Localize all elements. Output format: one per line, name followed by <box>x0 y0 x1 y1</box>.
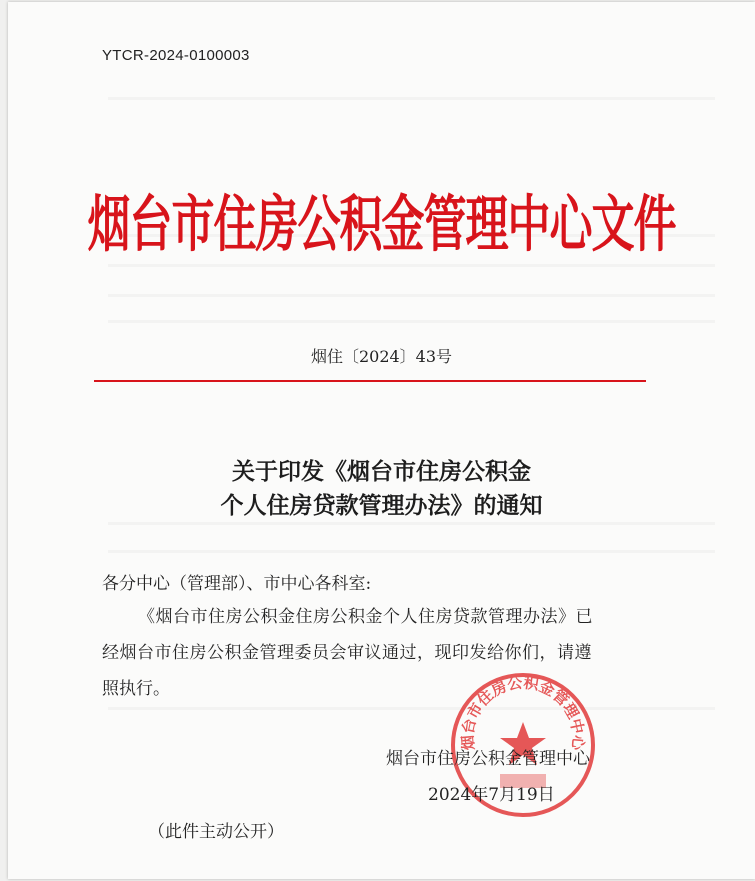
body-line-2: 经烟台市住房公积金管理委员会审议通过，现印发给你们，请遵 <box>102 643 592 663</box>
document-id: YTCR-2024-0100003 <box>102 47 250 64</box>
bleed-through-line <box>108 522 715 525</box>
body-line-1: 《烟台市住房公积金住房公积金个人住房贷款管理办法》已 <box>138 607 593 627</box>
bleed-through-line <box>108 707 715 710</box>
notice-title-line-2: 个人住房贷款管理办法》的通知 <box>220 492 543 519</box>
document-page <box>8 2 755 879</box>
notice-title-line-1: 关于印发《烟台市住房公积金 <box>232 458 531 485</box>
bleed-through-line <box>108 550 715 553</box>
seal-text: 烟台市住房公积金管理中心 <box>458 673 588 751</box>
bleed-through-line <box>108 97 715 100</box>
salutation: 各分中心（管理部）、市中心各科室: <box>102 574 372 594</box>
body-line-3: 照执行。 <box>102 679 170 699</box>
issue-date: 2024年7月19日 <box>428 785 555 805</box>
red-divider-line <box>94 380 646 382</box>
bleed-through-line <box>108 294 715 297</box>
bleed-through-line <box>108 320 715 323</box>
masthead-title: 烟台市住房公积金管理中心文件 <box>87 189 676 261</box>
public-disclosure-note: （此件主动公开） <box>148 822 284 842</box>
bleed-through-line <box>108 264 715 267</box>
document-number: 烟住〔2024〕43号 <box>310 347 453 366</box>
issuer-name: 烟台市住房公积金管理中心 <box>386 749 590 769</box>
